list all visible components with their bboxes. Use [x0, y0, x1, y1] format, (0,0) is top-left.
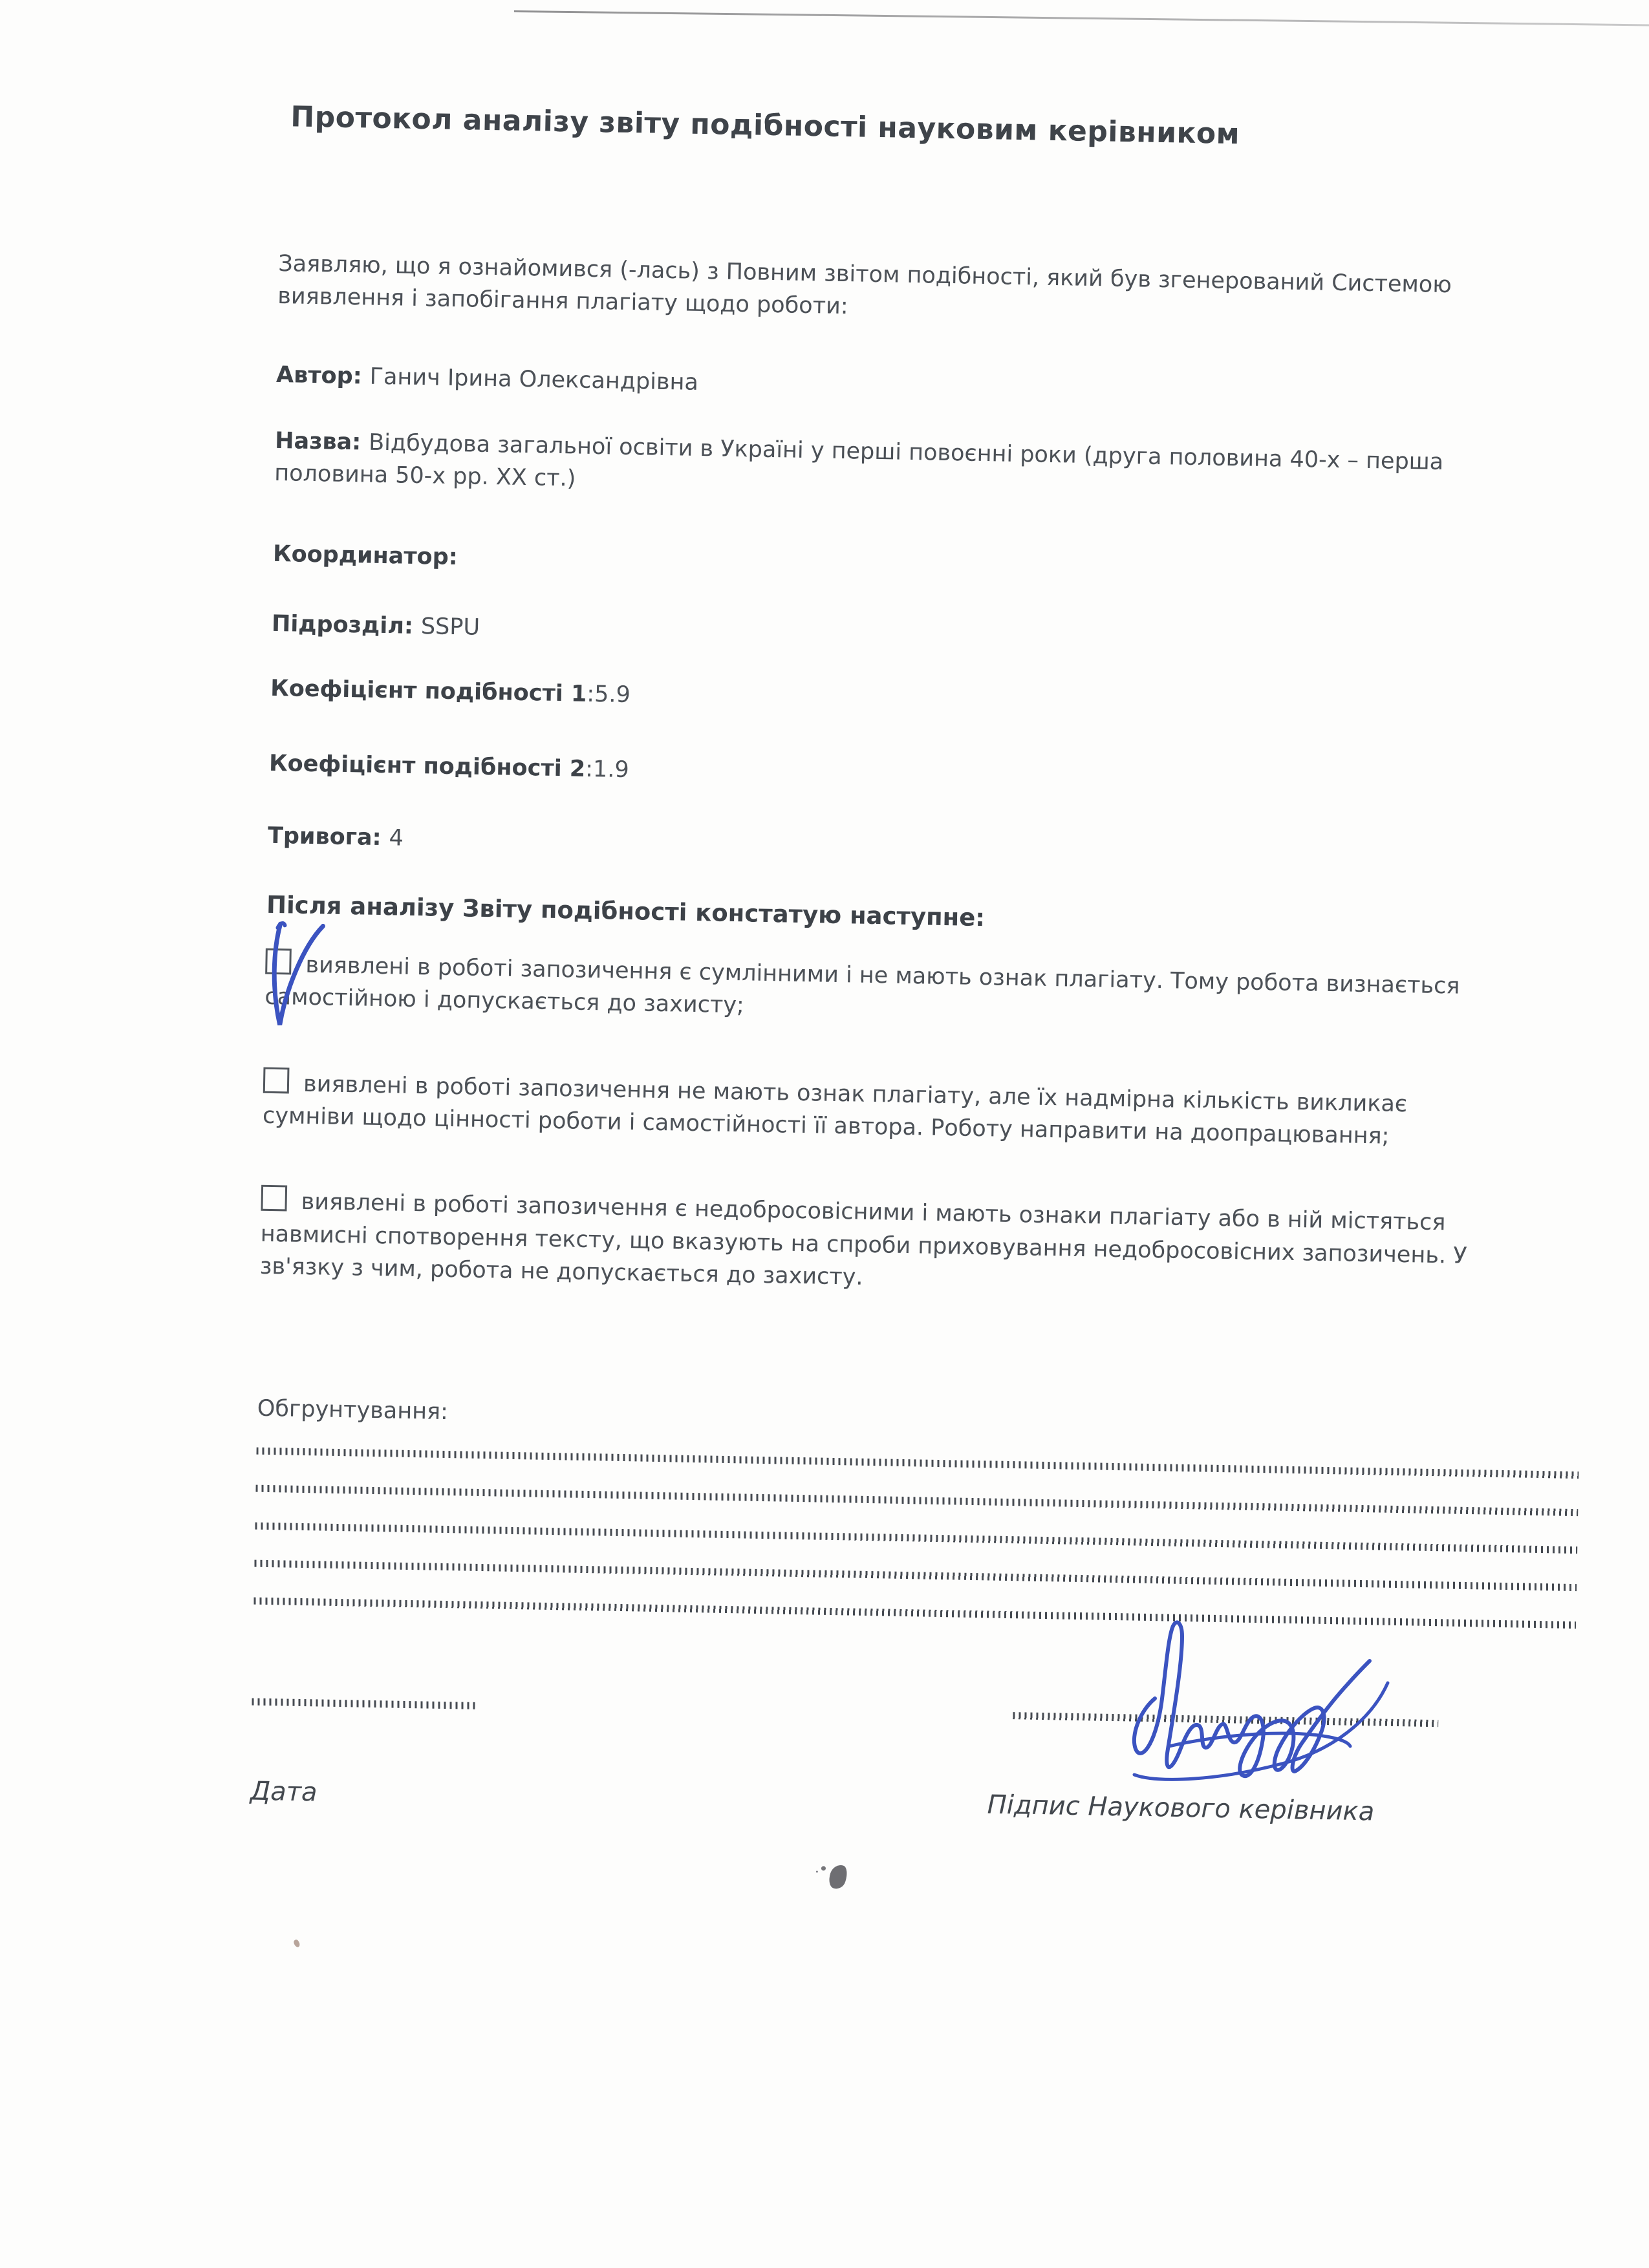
field-coordinator-value: [465, 544, 466, 570]
field-unit-value: SSPU: [420, 614, 480, 641]
option-plagiarism: [259, 1185, 1476, 1305]
checkbox-option-2[interactable]: [263, 1067, 290, 1094]
checkbox-option-3[interactable]: [261, 1185, 287, 1212]
field-alert: [268, 820, 1484, 874]
field-coordinator-label: Координатор:: [272, 541, 458, 571]
page-title: Протокол аналізу звіту подібності науковим керівником: [290, 100, 1240, 151]
small-speck-artifact: [293, 1939, 301, 1948]
field-alert-label: Тривога:: [267, 823, 382, 851]
field-name-label: Назва:: [274, 427, 361, 456]
field-name: [274, 425, 1491, 512]
field-name-value: Відбудова загальної освіти в Україні у перші повоєнні роки (друга половина 40-х – перша половина 50-х рр. ХХ ст.): [274, 429, 1444, 492]
handwritten-signature: [1093, 1620, 1436, 1789]
field-alert-value: 4: [389, 825, 404, 851]
option-3-text: виявлені в роботі запозичення є недобросовісними і мають ознаки плагіату або в ній містяться навмисні спотворення тексту, що вказують на спроби приховування недобросовісних запозичень. У зв'язку з чим, робота не допускається до захисту.: [259, 1189, 1467, 1290]
justification-label: Обгрунтування:: [257, 1395, 449, 1425]
option-1-text: виявлені в роботі запозичення є сумлінними і не мають ознак плагіату. Тому робота визнається самостійною і допускається до захисту;: [264, 952, 1460, 1019]
field-coefficient-2: [269, 747, 1485, 802]
scan-artifact-line: [514, 10, 1649, 27]
checkbox-square: [261, 1185, 287, 1212]
field-coefficient-1-value: :5.9: [586, 681, 631, 709]
field-author-label: Автор:: [275, 361, 363, 390]
field-coefficient-2-label: Коефіцієнт подібності 2: [268, 751, 586, 783]
field-unit: [272, 608, 1488, 662]
checkbox-option-1[interactable]: [265, 948, 292, 975]
field-coefficient-1-label: Коефіцієнт подібності 1: [270, 676, 587, 708]
dotted-line: [255, 1522, 1577, 1553]
checkbox-square: [263, 1067, 290, 1094]
field-coordinator: [273, 538, 1489, 592]
date-dotted-line: [252, 1698, 475, 1709]
option-good-faith: [264, 948, 1482, 1036]
field-author-value: Ганич Ірина Олександрівна: [369, 363, 699, 396]
signature-label: Підпис Наукового керівника: [987, 1790, 1375, 1827]
dotted-line: [257, 1447, 1579, 1478]
checkbox-square: [265, 948, 292, 975]
option-2-text: виявлені в роботі запозичення не мають ознак плагіату, але їх надмірна кількість викликає сумніви щодо цінності роботи і самостійності її автора. Роботу направити на доопрацювання;: [262, 1071, 1408, 1150]
option-excessive: [263, 1067, 1480, 1155]
document-content: [250, 97, 1496, 1832]
dotted-line: [254, 1559, 1577, 1590]
field-author: [276, 359, 1493, 413]
statement-heading: Після аналізу Звіту подібності констатую наступне:: [266, 891, 986, 932]
field-coefficient-2-value: :1.9: [585, 756, 630, 784]
field-coefficient-1: [270, 672, 1487, 727]
intro-paragraph: Заявляю, що я ознайомився (-лась) з Повним звітом подібності, який був згенерований Системою виявлення і запобігання плагіату щодо роботи:: [277, 250, 1452, 320]
ink-smudge-artifact: [826, 1863, 850, 1891]
field-unit-label: Підрозділ:: [271, 611, 414, 640]
date-label: Дата: [250, 1776, 318, 1808]
dotted-line: [255, 1484, 1578, 1515]
